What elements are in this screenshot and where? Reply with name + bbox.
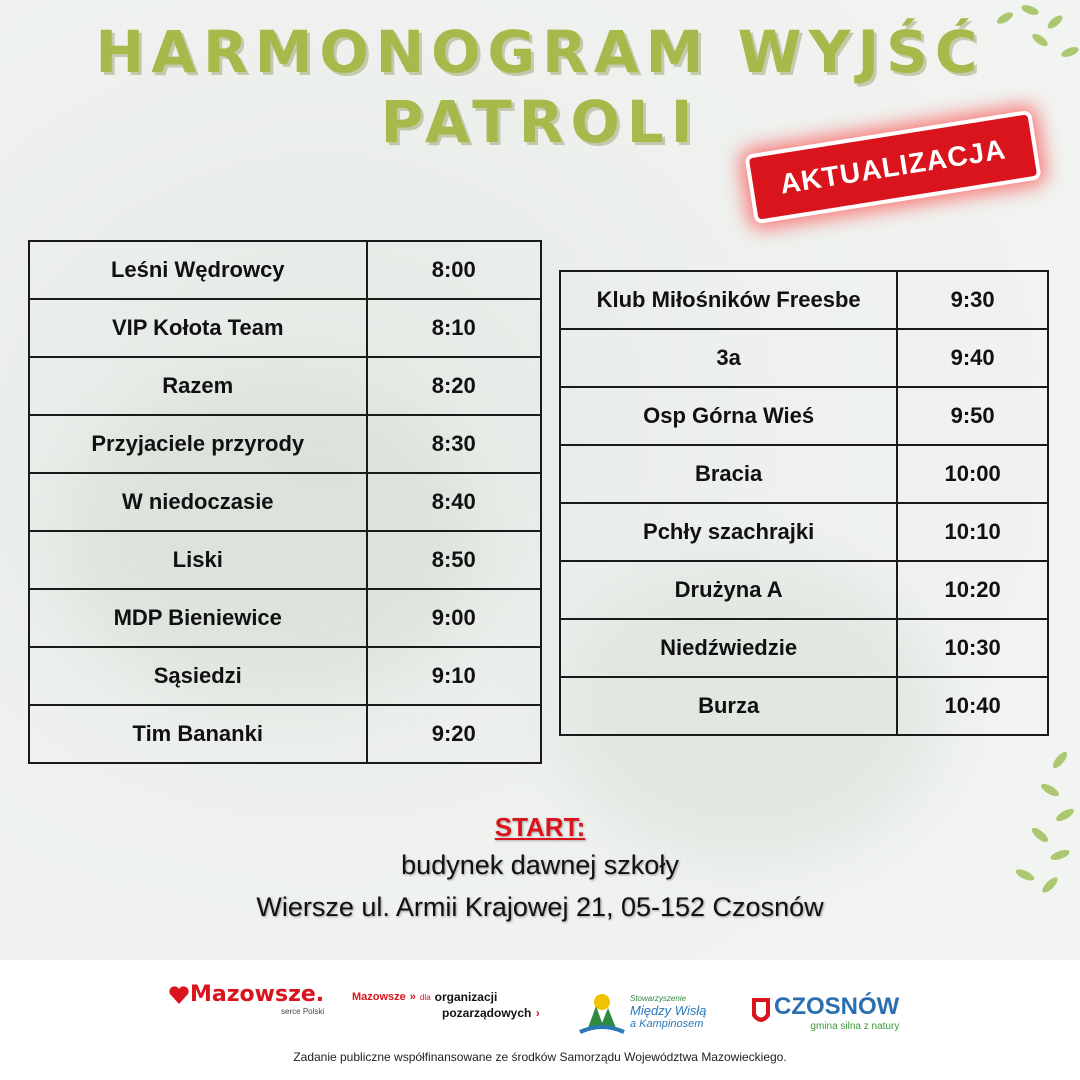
team-name: 3a bbox=[560, 329, 897, 387]
start-time: 10:40 bbox=[897, 677, 1048, 735]
team-name: Liski bbox=[29, 531, 367, 589]
team-name: Sąsiedzi bbox=[29, 647, 367, 705]
crest-icon bbox=[750, 996, 772, 1028]
start-time: 10:00 bbox=[897, 445, 1048, 503]
association-logo-line3: a Kampinosem bbox=[630, 1018, 704, 1030]
team-name: Burza bbox=[560, 677, 897, 735]
team-name: Przyjaciele przyrody bbox=[29, 415, 367, 473]
schedule-table-left bbox=[28, 240, 542, 764]
table-row bbox=[560, 329, 1048, 387]
start-time: 8:10 bbox=[367, 299, 542, 357]
team-name: Klub Miłośników Freesbe bbox=[560, 271, 897, 329]
ngo-logo-arrows: » bbox=[409, 991, 416, 1003]
ngo-logo-small: dla bbox=[419, 992, 431, 1002]
heart-icon bbox=[168, 985, 190, 1005]
mazowsze-ngo-logo bbox=[352, 982, 540, 1030]
association-logo-line1: Stowarzyszenie bbox=[630, 994, 687, 1003]
start-time: 8:50 bbox=[367, 531, 542, 589]
start-time: 8:30 bbox=[367, 415, 542, 473]
ngo-logo-line2: pozarządowych bbox=[442, 1006, 532, 1020]
team-name: Pchły szachrajki bbox=[560, 503, 897, 561]
table-row bbox=[29, 589, 541, 647]
table-row bbox=[560, 561, 1048, 619]
czosnow-logo-text: CZOSNÓW bbox=[774, 992, 900, 1020]
page-title: HARMONOGRAM WYJŚĆ bbox=[95, 18, 985, 86]
table-row bbox=[560, 619, 1048, 677]
team-name: Niedźwiedzie bbox=[560, 619, 897, 677]
start-time: 9:40 bbox=[897, 329, 1048, 387]
czosnow-logo-sub: gmina silna z natury bbox=[810, 1020, 900, 1032]
start-time: 8:40 bbox=[367, 473, 542, 531]
start-time: 9:50 bbox=[897, 387, 1048, 445]
team-name: Leśni Wędrowcy bbox=[29, 241, 367, 299]
mazowsze-logo bbox=[168, 982, 324, 1030]
association-logo bbox=[578, 988, 706, 1036]
table-row bbox=[29, 299, 541, 357]
ngo-logo-brand: Mazowsze bbox=[352, 991, 406, 1003]
start-address: Wiersze ul. Armii Krajowej 21, 05-152 Czosnów bbox=[256, 892, 824, 922]
association-logo-line2: Między Wisłą bbox=[630, 1003, 707, 1018]
team-name: W niedoczasie bbox=[29, 473, 367, 531]
table-row bbox=[29, 415, 541, 473]
table-row bbox=[560, 677, 1048, 735]
table-row bbox=[29, 357, 541, 415]
page-title-line2: PATROLI bbox=[380, 88, 700, 156]
team-name: MDP Bieniewice bbox=[29, 589, 367, 647]
mazowsze-logo-sub: serce Polski bbox=[281, 1007, 325, 1016]
table-row bbox=[560, 387, 1048, 445]
ngo-logo-line1: organizacji bbox=[434, 990, 498, 1004]
czosnow-logo bbox=[750, 988, 899, 1036]
table-row bbox=[560, 503, 1048, 561]
schedule-table-right bbox=[559, 270, 1049, 736]
start-time: 9:20 bbox=[367, 705, 542, 763]
update-badge: AKTUALIZACJA bbox=[744, 110, 1041, 225]
table-row bbox=[29, 241, 541, 299]
footer bbox=[0, 960, 1080, 1080]
table-row bbox=[29, 705, 541, 763]
start-time: 8:00 bbox=[367, 241, 542, 299]
team-name: Osp Górna Wieś bbox=[560, 387, 897, 445]
table-row bbox=[29, 473, 541, 531]
start-time: 10:30 bbox=[897, 619, 1048, 677]
start-location: budynek dawnej szkoły bbox=[401, 850, 679, 880]
table-row bbox=[29, 647, 541, 705]
sun-trees-icon bbox=[578, 988, 626, 1036]
start-label: START: bbox=[494, 812, 586, 842]
table-row bbox=[560, 271, 1048, 329]
start-time: 9:10 bbox=[367, 647, 542, 705]
funding-note: Zadanie publiczne współfinansowane ze środków Samorządu Województwa Mazowieckiego. bbox=[293, 1050, 787, 1064]
team-name: Tim Bananki bbox=[29, 705, 367, 763]
start-time: 9:30 bbox=[897, 271, 1048, 329]
mazowsze-logo-text: Mazowsze. bbox=[190, 982, 325, 1007]
start-time: 8:20 bbox=[367, 357, 542, 415]
start-time: 9:00 bbox=[367, 589, 542, 647]
start-time: 10:20 bbox=[897, 561, 1048, 619]
team-name: VIP Kołota Team bbox=[29, 299, 367, 357]
ngo-logo-chevron: › bbox=[535, 1006, 540, 1020]
team-name: Bracia bbox=[560, 445, 897, 503]
table-row bbox=[29, 531, 541, 589]
table-row bbox=[560, 445, 1048, 503]
team-name: Razem bbox=[29, 357, 367, 415]
start-time: 10:10 bbox=[897, 503, 1048, 561]
team-name: Drużyna A bbox=[560, 561, 897, 619]
